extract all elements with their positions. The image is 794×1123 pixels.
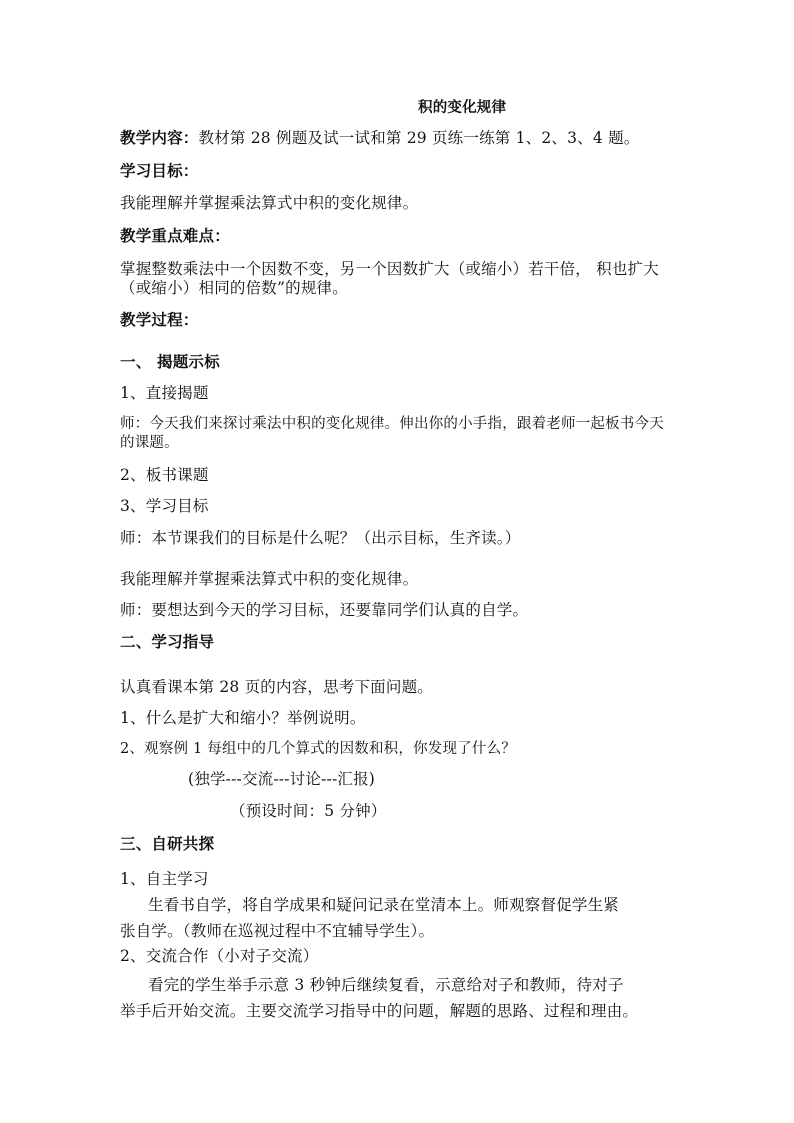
- teaching-content-text: 教材第 28 例题及试一试和第 29 页练一练第 1、2、3、4 题。: [198, 129, 640, 147]
- paragraph-line: （预设时间：5 分钟）: [230, 802, 387, 820]
- list-item: 2、板书课题: [120, 466, 209, 484]
- section-heading-key-points: 教学重点难点：: [120, 226, 230, 245]
- page-title: 积的变化规律: [418, 99, 507, 116]
- paragraph-line: 举手后开始交流。主要交流学习指导中的问题，解题的思路、过程和理由。: [120, 1002, 639, 1020]
- paragraph-line: 师：本节课我们的目标是什么呢？（出示目标，生齐读。）: [120, 529, 521, 547]
- paragraph-line: 师：要想达到今天的学习目标，还要靠同学们认真的自学。: [120, 601, 529, 619]
- list-item: 1、直接揭题: [120, 384, 209, 402]
- paragraph-line: 认真看课本第 28 页的内容，思考下面问题。: [120, 678, 433, 696]
- paragraph-line: （或缩小）相同的倍数”的规律。: [120, 279, 348, 297]
- paragraph-line: (独学---交流---讨论---汇报): [188, 770, 376, 788]
- paragraph-line: 我能理解并掌握乘法算式中积的变化规律。: [120, 570, 419, 588]
- list-item: 1、什么是扩大和缩小？举例说明。: [120, 709, 366, 727]
- section-heading-1: 一、 揭题示标: [120, 352, 220, 371]
- list-item: 1、自主学习: [120, 870, 209, 888]
- section-heading-3: 三、自研共探: [120, 834, 215, 853]
- list-item: 3、学习目标: [120, 497, 209, 515]
- paragraph-line: 掌握整数乘法中一个因数不变，另一个因数扩大（或缩小）若干倍， 积也扩大: [120, 260, 659, 278]
- teaching-content-label: 教学内容：: [120, 128, 199, 147]
- section-heading-goals: 学习目标：: [120, 161, 199, 180]
- list-item: 2、观察例 1 每组中的几个算式的因数和积，你发现了什么？: [120, 741, 516, 757]
- paragraph-line: 的课题。: [120, 435, 179, 451]
- paragraph-line: 张自学。（教师在巡视过程中不宜辅导学生）。: [120, 922, 435, 940]
- section-heading-process: 教学过程：: [120, 310, 199, 329]
- section-heading-2: 二、学习指导: [120, 632, 215, 651]
- paragraph-line: 师：今天我们来探讨乘法中积的变化规律。伸出你的小手指，跟着老师一起板书今天: [120, 416, 664, 432]
- teaching-content-line: [120, 128, 639, 148]
- paragraph-line: 我能理解并掌握乘法算式中积的变化规律。: [120, 194, 419, 212]
- paragraph-line: 看完的学生举手示意 3 秒钟后继续复看，示意给对子和教师，待对子: [148, 976, 624, 994]
- list-item: 2、交流合作（小对子交流）: [120, 947, 319, 965]
- paragraph-line: 生看书自学，将自学成果和疑问记录在堂清本上。师观察督促学生紧: [148, 896, 620, 914]
